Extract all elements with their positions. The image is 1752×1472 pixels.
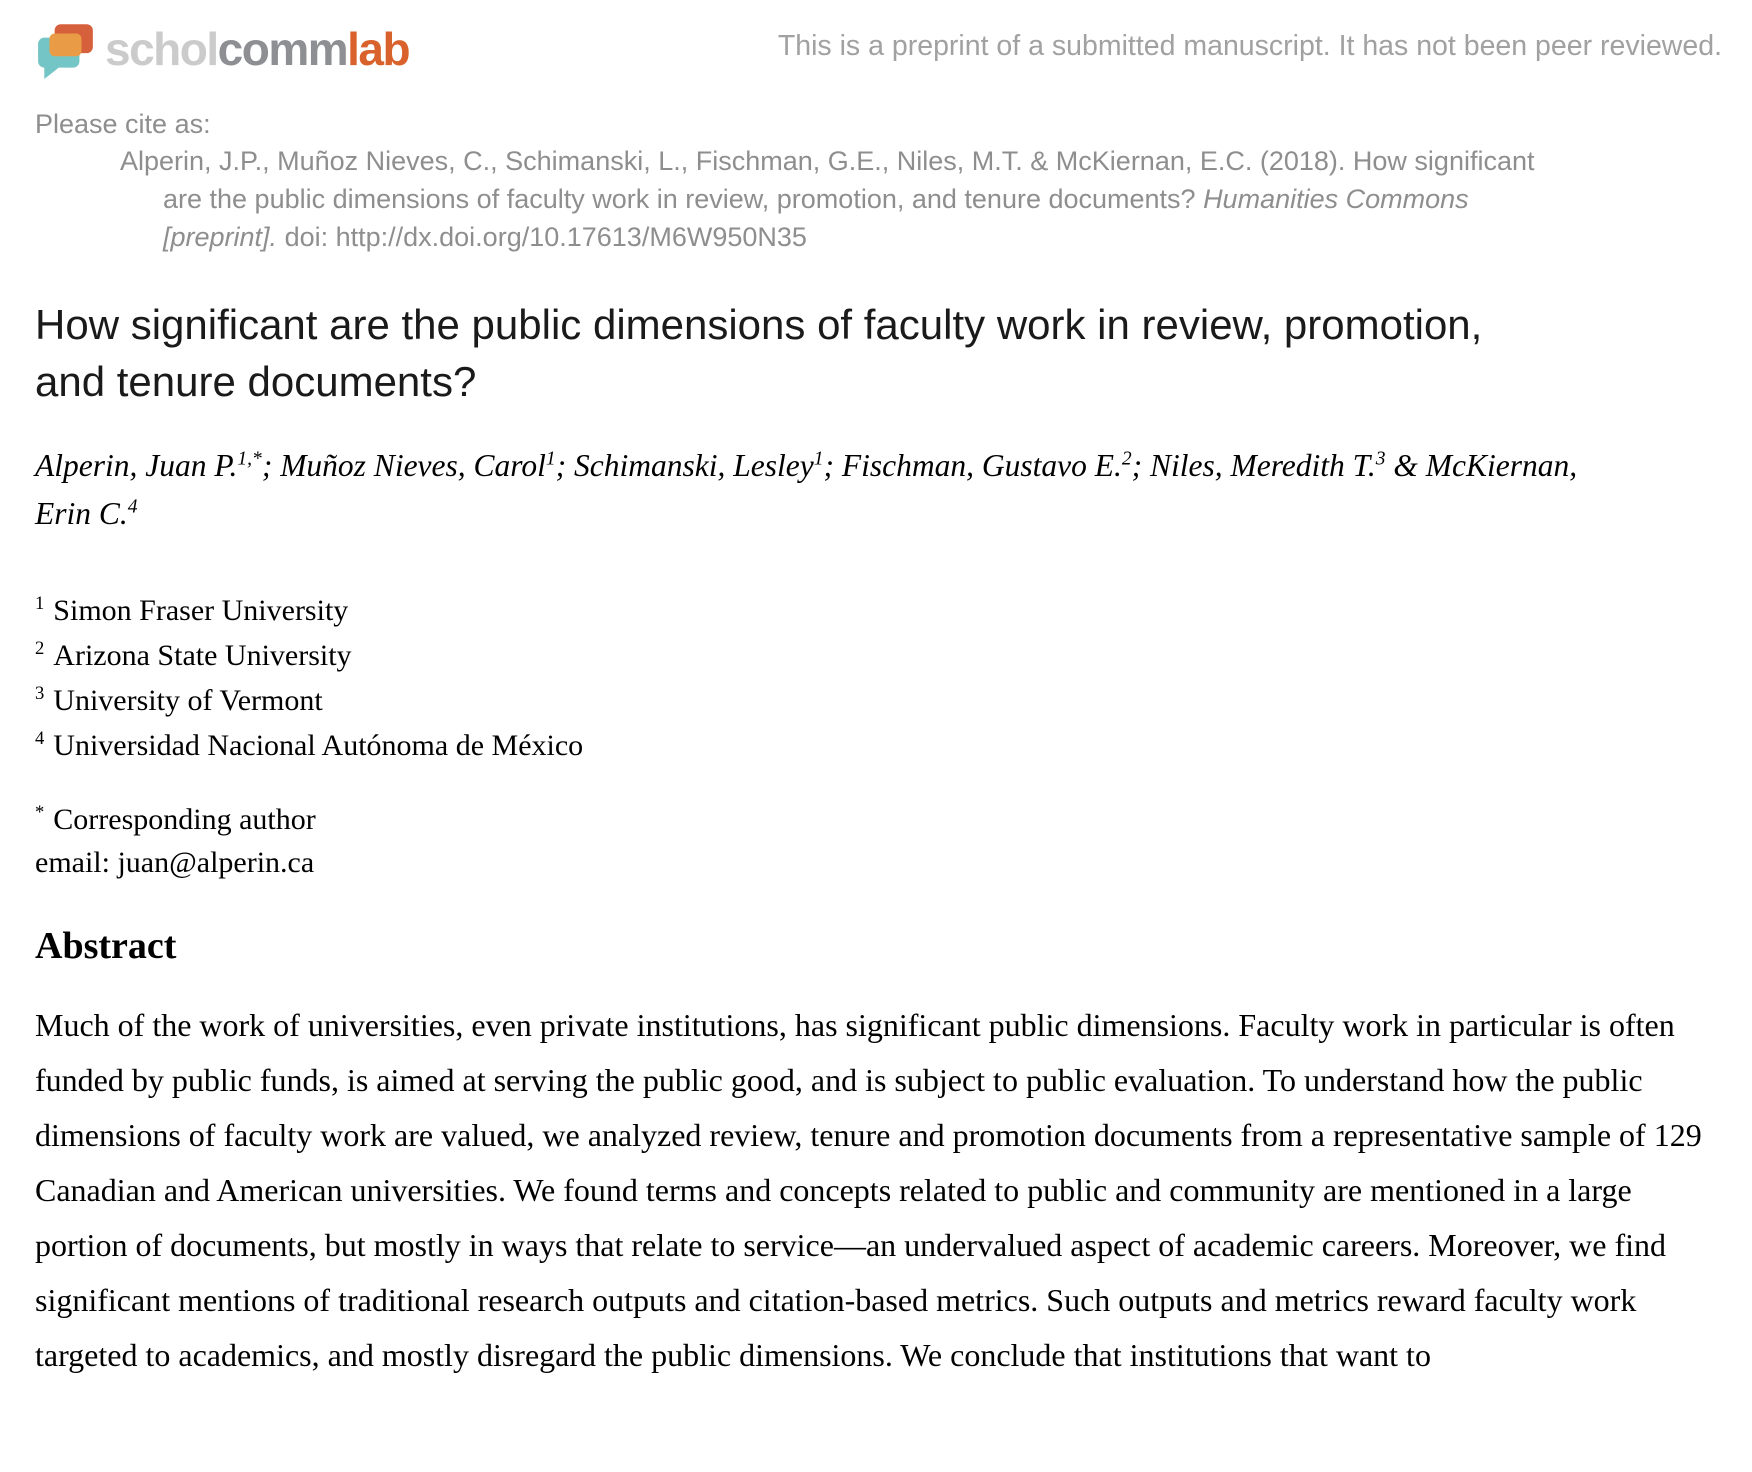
corresponding-author-line — [35, 798, 1722, 841]
corresponding-marker: * — [35, 802, 45, 823]
logo-wordmark — [105, 18, 409, 80]
author: Muñoz Nieves, Carol$^1$; — [280, 448, 575, 483]
affiliation-superscript: 2 — [35, 638, 45, 659]
author-list — [35, 442, 1635, 538]
speech-bubbles-logo-icon — [35, 18, 97, 80]
corresponding-author-block — [35, 798, 1722, 884]
affiliation-name: Universidad Nacional Autónoma de México — [53, 729, 584, 762]
author-superscript: 1,* — [237, 448, 262, 470]
author-superscript: 4 — [127, 496, 138, 518]
abstract-text: Much of the work of universities, even private institutions, has significant public dimensions. Faculty work in particular is often funded by public funds, is aimed at serving the public good, and is subject to public evaluation. To understand how the public dimensions of faculty work are valued, we analyzed review, tenure and promotion documents from a representative sample of 129 Canadian and American universities. We found terms and concepts related to public and community are mentioned in a large portion of documents, but mostly in ways that relate to service—an undervalued aspect of academic careers. Moreover, we find significant mentions of traditional research outputs and citation-based metrics. Such outputs and metrics reward faculty work targeted to academics, and mostly disregard the public dimensions. We conclude that institutions that want to — [35, 1007, 1702, 1373]
author-superscript: 1 — [545, 448, 556, 470]
author: Niles, Meredith T.$^3$ & — [1149, 448, 1426, 483]
page-header — [35, 18, 1722, 80]
author: McKiernan, Erin C.$^4$ — [35, 448, 1585, 531]
affiliation-item — [35, 678, 1722, 723]
affiliation-name: University of Vermont — [53, 684, 323, 717]
corresponding-label: Corresponding author — [53, 803, 316, 836]
author-superscript: 1 — [813, 448, 824, 470]
affiliation-item — [35, 633, 1722, 678]
citation-text-before: Alperin, J.P., Muñoz Nieves, C., Schimanski, L., Fischman, G.E., Niles, M.T. & McKiernan, E.C. (2018). How significant are the public dimensions of faculty work in review, promotion, and tenure documents? — [120, 146, 1535, 214]
cite-as-label: Please cite as: — [35, 109, 211, 139]
citation-block — [35, 106, 1722, 256]
author-superscript: 2 — [1121, 448, 1132, 470]
affiliation-name: Arizona State University — [53, 639, 352, 672]
scholcommlab-logo — [35, 18, 409, 80]
citation-text — [35, 142, 1535, 256]
logo-text-lab: lab — [347, 23, 410, 75]
corresponding-email: email: juan@alperin.ca — [35, 846, 315, 879]
affiliation-superscript: 4 — [35, 728, 45, 749]
citation-journal-italic: Humanities Commons [preprint]. — [163, 184, 1469, 252]
affiliation-name: Simon Fraser University — [53, 594, 349, 627]
author: Schimanski, Lesley$^1$; — [574, 448, 842, 483]
author-superscript: 3 — [1375, 448, 1386, 470]
author: Alperin, Juan P.$^{1,*}$; — [35, 448, 281, 483]
logo-text-comm: comm — [217, 23, 348, 75]
logo-text-schol: schol — [105, 23, 218, 75]
affiliation-superscript: 3 — [35, 683, 45, 704]
affiliation-superscript: 1 — [35, 593, 45, 614]
article-title: How significant are the public dimensions of faculty work in review, promotion, and tenure documents? — [35, 301, 1483, 405]
affiliation-item — [35, 588, 1722, 633]
affiliation-list — [35, 588, 1722, 768]
citation-doi: doi: http://dx.doi.org/10.17613/M6W950N35 — [277, 222, 807, 252]
author: Fischman, Gustavo E.$^2$; — [841, 448, 1150, 483]
affiliation-item — [35, 723, 1722, 768]
abstract-heading: Abstract — [35, 925, 177, 967]
preprint-notice: This is a preprint of a submitted manuscript. It has not been peer reviewed. — [777, 30, 1722, 62]
